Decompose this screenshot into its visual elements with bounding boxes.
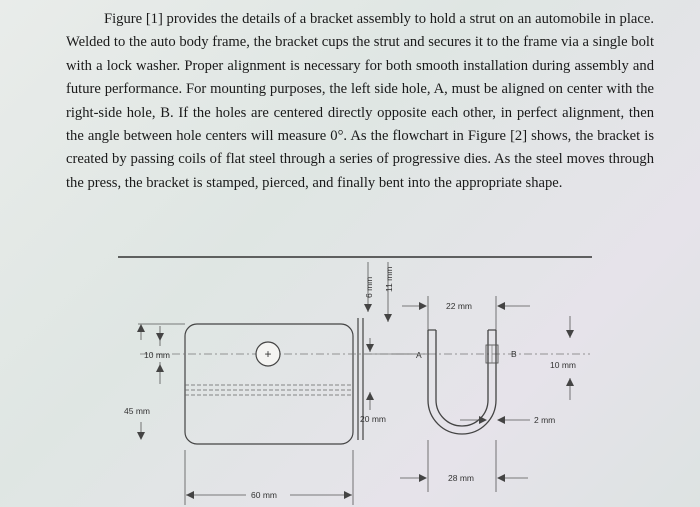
arrowhead xyxy=(479,416,487,424)
dim-20mm: 20 mm xyxy=(360,414,386,424)
arrowhead xyxy=(497,474,505,482)
arrowhead xyxy=(186,491,194,499)
arrowhead xyxy=(497,302,505,310)
dim-60mm: 60 mm xyxy=(251,490,277,500)
arrowhead xyxy=(566,330,574,338)
arrowhead xyxy=(137,432,145,440)
dim-22mm: 22 mm xyxy=(446,301,472,311)
dim-6mm: 6 mm xyxy=(364,276,374,298)
dim-2mm: 2 mm xyxy=(534,415,556,425)
arrowhead xyxy=(344,491,352,499)
dim-28mm: 28 mm xyxy=(448,473,474,483)
arrowhead xyxy=(419,474,427,482)
dim-45mm: 45 mm xyxy=(124,406,150,416)
dim-11mm: 11 mm xyxy=(384,266,394,292)
arrowhead xyxy=(364,304,372,312)
arrowhead xyxy=(156,364,164,372)
arrowhead xyxy=(366,344,374,352)
hole-a-label: A xyxy=(416,350,422,360)
bracket-cup-inner xyxy=(436,330,488,426)
hole-center-mark: + xyxy=(264,347,272,361)
arrowhead xyxy=(366,392,374,400)
arrowhead xyxy=(384,314,392,322)
arrowhead xyxy=(419,302,427,310)
arrowhead xyxy=(137,324,145,332)
arrowhead xyxy=(156,333,164,341)
dim-10mm-right: 10 mm xyxy=(550,360,576,370)
dim-10mm-left: 10 mm xyxy=(144,350,170,360)
arrowhead xyxy=(566,378,574,386)
hole-b-label: B xyxy=(511,349,517,359)
arrowhead xyxy=(497,416,505,424)
body-paragraph: Figure [1] provides the details of a bracket assembly to hold a strut on an automobile in place. Welded to the auto body frame, the bracket cups the strut and secures it to the frame via a single bolt with a lock washer. Proper alignment is necessary for both smooth installation during assembly and future performance. For mounting purposes, the left side hole, A, must be aligned on center with the right-side hole, B. If the holes are centered directly opposite each other, in perfect alignment, then the angle between hole centers will measure 0°. As the flowchart in Figure [2] shows, the bracket is created by passing coils of flat steel through a series of progressive dies. As the steel moves through the press, the bracket is stamped, pierced, and finally bent into the appropriate shape. xyxy=(66,11,654,191)
